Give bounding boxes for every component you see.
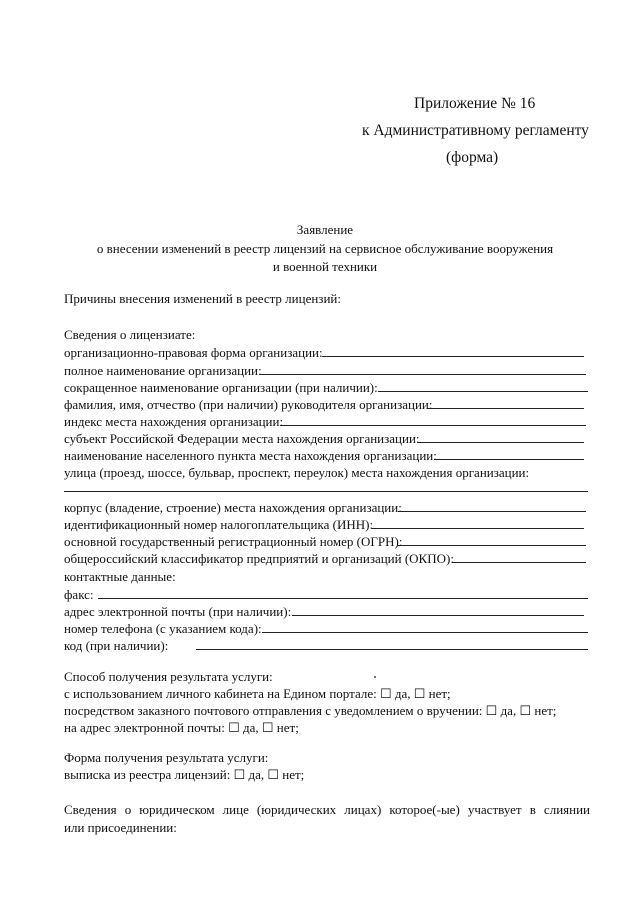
phone-field[interactable] bbox=[262, 632, 588, 633]
short-name-label: сокращенное наименование организации (при наличии): bbox=[64, 380, 378, 395]
short-name-field[interactable] bbox=[378, 391, 588, 392]
full-name-field[interactable] bbox=[260, 374, 586, 375]
ogrn-field[interactable] bbox=[398, 545, 586, 546]
document-subtitle-line2: и военной техники bbox=[272, 259, 378, 274]
subject-label: субъект Российской Федерации места нахождения организации: bbox=[64, 431, 420, 446]
receipt-email-option[interactable]: на адрес электронной почты: ☐ да, ☐ нет; bbox=[64, 720, 299, 735]
reasons-label: Причины внесения изменений в реестр лицензий: bbox=[64, 291, 341, 306]
scan-speck bbox=[374, 676, 376, 678]
okpo-field[interactable] bbox=[452, 562, 586, 563]
building-field[interactable] bbox=[398, 511, 586, 512]
settlement-label: наименование населенного пункта места нахождения организации: bbox=[64, 448, 437, 463]
merger-text-line1: Сведения о юридическом лице (юридических лицах) которое(-ые) участвует в слиянии bbox=[64, 802, 590, 817]
email-label: адрес электронной почты (при наличии): bbox=[64, 604, 292, 619]
fax-label: факс: bbox=[64, 587, 94, 602]
head-name-label: фамилия, имя, отчество (при наличии) руководителя организации: bbox=[64, 397, 433, 412]
appendix-reference: к Административному регламенту bbox=[362, 122, 589, 139]
postal-index-field[interactable] bbox=[280, 425, 586, 426]
code-label: код (при наличии): bbox=[64, 638, 169, 653]
receipt-extract-option[interactable]: выписка из реестра лицензий: ☐ да, ☐ нет; bbox=[64, 767, 305, 782]
document-title: Заявление bbox=[296, 222, 354, 237]
email-field[interactable] bbox=[292, 615, 584, 616]
document-subtitle-line1: о внесении изменений в реестр лицензий на сервисное обслуживание вооружения bbox=[96, 241, 554, 256]
receipt-method-heading: Способ получения результата услуги: bbox=[64, 669, 273, 684]
fax-field[interactable] bbox=[98, 598, 588, 599]
building-label: корпус (владение, строение) места нахождения организации: bbox=[64, 500, 402, 515]
appendix-form-label: (форма) bbox=[446, 149, 499, 166]
receipt-post-option[interactable]: посредством заказного почтового отправления с уведомлением о вручении: ☐ да, ☐ нет; bbox=[64, 703, 557, 718]
org-form-field[interactable] bbox=[322, 356, 584, 357]
merger-text-line2: или присоединении: bbox=[64, 820, 177, 835]
phone-label: номер телефона (с указанием кода): bbox=[64, 621, 262, 636]
subject-field[interactable] bbox=[418, 442, 584, 443]
settlement-field[interactable] bbox=[434, 459, 584, 460]
receipt-form-heading: Форма получения результата услуги: bbox=[64, 750, 269, 765]
full-name-label: полное наименование организации: bbox=[64, 363, 262, 378]
okpo-label: общероссийский классификатор предприятий и организаций (ОКПО): bbox=[64, 551, 454, 566]
street-label: улица (проезд, шоссе, бульвар, проспект, переулок) места нахождения организации: bbox=[64, 465, 530, 480]
contacts-label: контактные данные: bbox=[64, 569, 176, 584]
inn-label: идентификационный номер налогоплательщика (ИНН): bbox=[64, 517, 374, 532]
street-field[interactable] bbox=[64, 491, 588, 492]
ogrn-label: основной государственный регистрационный номер (ОГРН): bbox=[64, 534, 403, 549]
receipt-portal-option[interactable]: с использованием личного кабинета на Едином портале: ☐ да, ☐ нет; bbox=[64, 686, 451, 701]
appendix-number: Приложение № 16 bbox=[414, 95, 536, 112]
postal-index-label: индекс места нахождения организации: bbox=[64, 414, 284, 429]
licensee-heading: Сведения о лицензиате: bbox=[64, 327, 196, 342]
code-field[interactable] bbox=[196, 649, 588, 650]
inn-field[interactable] bbox=[372, 528, 584, 529]
head-name-field[interactable] bbox=[428, 408, 584, 409]
org-form-label: организационно-правовая форма организации: bbox=[64, 345, 323, 360]
